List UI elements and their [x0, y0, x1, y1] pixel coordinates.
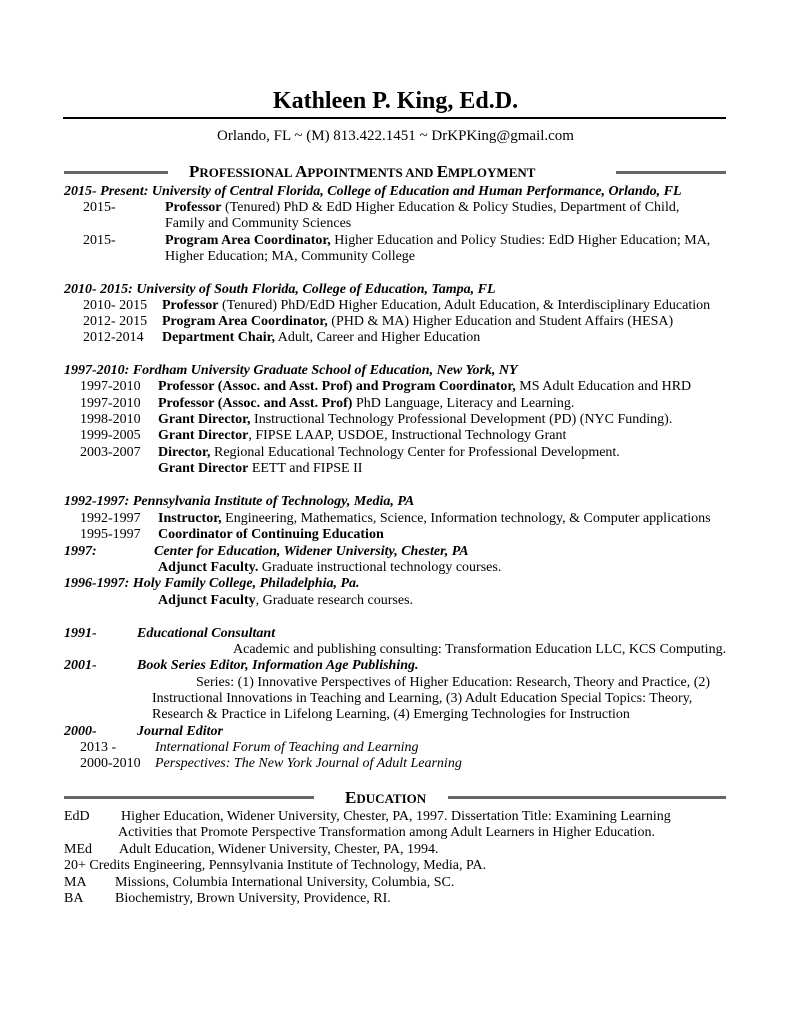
role-line: Series: (1) Innovative Perspectives of Higher Education: Research, Theory and Practice, (2)	[196, 675, 711, 690]
year: 2013 -	[80, 740, 117, 755]
section-bar-right	[448, 796, 726, 799]
year: 1997:	[64, 544, 97, 559]
header-divider	[63, 117, 726, 119]
section-bar-right	[616, 171, 726, 174]
employer-heading-pit: 1992-1997: Pennsylvania Institute of Technology, Media, PA	[64, 494, 415, 509]
year: 2015-	[83, 233, 116, 248]
degree: EdD	[64, 809, 90, 824]
role-title: Educational Consultant	[137, 626, 276, 641]
role-line: Department Chair, Adult, Career and Higher Education	[162, 330, 481, 345]
year: 2010- 2015	[83, 298, 148, 313]
year: 1995-1997	[80, 527, 141, 542]
degree-detail-cont: Activities that Promote Perspective Transformation among Adult Learners in Higher Education.	[118, 825, 655, 840]
section-title-employment: PROFESSIONAL APPOINTMENTS AND EMPLOYMENT	[189, 162, 536, 181]
role-title: Journal Editor	[137, 724, 223, 739]
year: 1999-2005	[80, 428, 141, 443]
journal-title: Perspectives: The New York Journal of Adult Learning	[155, 756, 462, 771]
role-line-cont: Research & Practice in Lifelong Learning, (4) Emerging Technologies for Instruction	[152, 707, 630, 722]
degree: MA	[64, 875, 87, 890]
role-line: Adjunct Faculty. Graduate instructional technology courses.	[158, 560, 502, 575]
degree-detail: Adult Education, Widener University, Chester, PA, 1994.	[119, 842, 439, 857]
role-line: Academic and publishing consulting: Transformation Education LLC, KCS Computing.	[233, 642, 727, 657]
employer-heading-ucf: 2015- Present: University of Central Florida, College of Education and Human Performance, Orlando, FL	[64, 184, 682, 199]
degree-detail: Higher Education, Widener University, Chester, PA, 1997. Dissertation Title: Examining Learning	[121, 809, 671, 824]
year: 1991-	[64, 626, 97, 641]
role-line: Grant Director EETT and FIPSE II	[158, 461, 363, 476]
role-line: Professor (Tenured) PhD/EdD Higher Education, Adult Education, & Interdisciplinary Education	[162, 298, 711, 313]
role-line: Program Area Coordinator, (PHD & MA) Higher Education and Student Affairs (HESA)	[162, 314, 674, 329]
role-line-cont: Instructional Innovations in Teaching and Learning, (3) Adult Education Special Topics: Theory,	[152, 691, 693, 706]
role-line: Professor (Assoc. and Asst. Prof) PhD Language, Literacy and Learning.	[158, 396, 575, 411]
role-line: Grant Director, Instructional Technology Professional Development (PD) (NYC Funding).	[158, 412, 673, 427]
degree: MEd	[64, 842, 92, 857]
year: 2000-2010	[80, 756, 141, 771]
degree-detail: 20+ Credits Engineering, Pennsylvania Institute of Technology, Media, PA.	[64, 858, 487, 873]
degree-detail: Missions, Columbia International University, Columbia, SC.	[115, 875, 455, 890]
section-bar-left	[64, 796, 314, 799]
employer-heading-fordham: 1997-2010: Fordham University Graduate School of Education, New York, NY	[64, 363, 518, 378]
role-line: Professor (Tenured) PhD & EdD Higher Education & Policy Studies, Department of Child,	[165, 200, 680, 215]
role-line: Adjunct Faculty, Graduate research courses.	[158, 593, 414, 608]
year: 2012-2014	[83, 330, 144, 345]
role-line: Instructor, Engineering, Mathematics, Science, Information technology, & Computer applications	[158, 511, 711, 526]
role-title: Book Series Editor, Information Age Publishing.	[137, 658, 419, 673]
journal-title: International Forum of Teaching and Learning	[155, 740, 419, 755]
year: 2001-	[64, 658, 97, 673]
role-line: Program Area Coordinator, Higher Education and Policy Studies: EdD Higher Education; MA,	[165, 233, 711, 248]
resume-name: Kathleen P. King, Ed.D.	[272, 88, 519, 114]
year: 1998-2010	[80, 412, 141, 427]
year: 2000-	[64, 724, 97, 739]
year: 1992-1997	[80, 511, 141, 526]
role-line-cont: Higher Education; MA, Community College	[165, 249, 416, 264]
year: 2012- 2015	[83, 314, 148, 329]
contact-line: Orlando, FL ~ (M) 813.422.1451 ~ DrKPKing@gmail.com	[217, 128, 574, 144]
role-line: Professor (Assoc. and Asst. Prof) and Program Coordinator, MS Adult Education and HRD	[158, 379, 692, 394]
role-line: Director, Regional Educational Technology Center for Professional Development.	[158, 445, 620, 460]
degree-detail: Biochemistry, Brown University, Providence, RI.	[115, 891, 391, 906]
section-bar-left	[64, 171, 168, 174]
year: 1997-2010	[80, 379, 141, 394]
employer-heading-holy-family: 1996-1997: Holy Family College, Philadelphia, Pa.	[64, 576, 360, 591]
year: 2003-2007	[80, 445, 141, 460]
degree: BA	[64, 891, 84, 906]
section-title-education: EDUCATION	[345, 788, 427, 807]
employer-heading-usf: 2010- 2015: University of South Florida, College of Education, Tampa, FL	[64, 282, 496, 297]
role-line: Coordinator of Continuing Education	[158, 527, 384, 542]
year: 1997-2010	[80, 396, 141, 411]
role-line: Grant Director, FIPSE LAAP, USDOE, Instructional Technology Grant	[158, 428, 567, 443]
year: 2015-	[83, 200, 116, 215]
employer-heading-widener: Center for Education, Widener University, Chester, PA	[154, 544, 469, 559]
role-line-cont: Family and Community Sciences	[165, 216, 352, 231]
